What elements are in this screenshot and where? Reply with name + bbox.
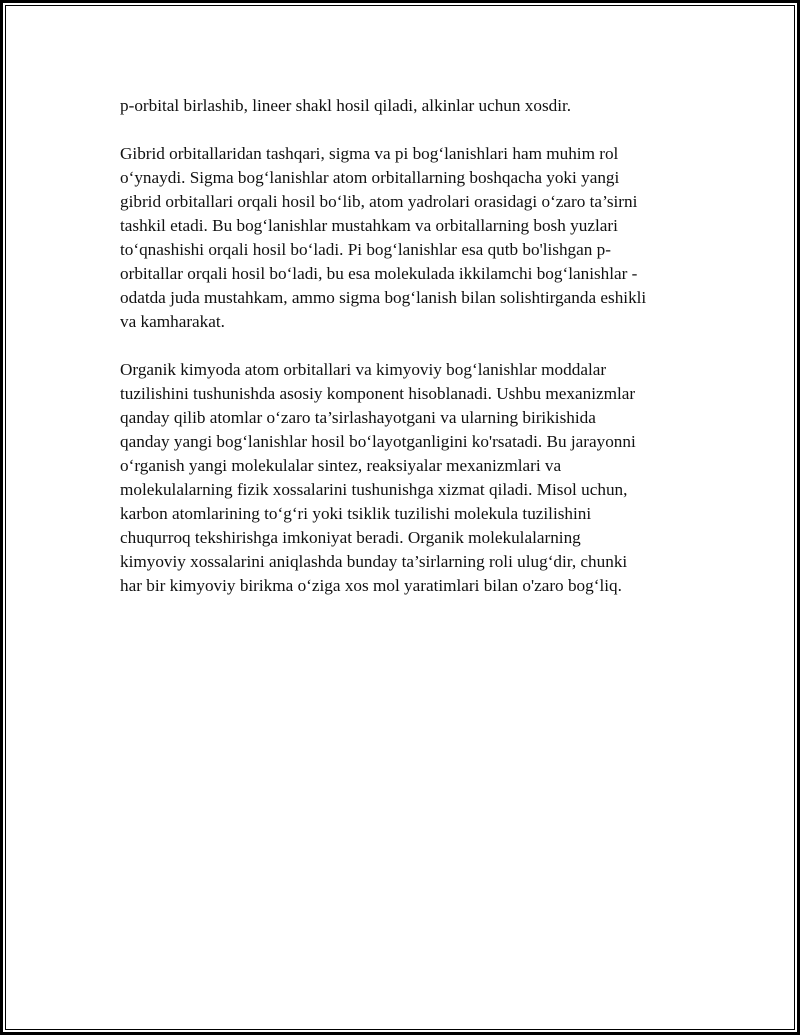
text-line: o‘rganish yangi molekulalar sintez, reaksiyalar mexanizmlari va	[120, 456, 562, 475]
text-line: to‘qnashishi orqali hosil bo‘ladi. Pi bog‘lanishlar esa qutb bo'lishgan p-	[120, 240, 611, 259]
paragraph-3	[120, 358, 695, 598]
text-line: qanday yangi bog‘lanishlar hosil bo‘layotganligini ko'rsatadi. Bu jarayonni	[120, 432, 636, 451]
text-line: Organik kimyoda atom orbitallari va kimyoviy bog‘lanishlar moddalar	[120, 360, 607, 379]
text-line: chuqurroq tekshirishga imkoniyat beradi. Organik molekulalarning	[120, 528, 581, 547]
paragraph-2	[120, 142, 695, 334]
text-line: kimyoviy xossalarini aniqlashda bunday ta’sirlarning roli ulug‘dir, chunki	[120, 552, 628, 571]
document-body	[120, 94, 695, 622]
text-line: karbon atomlarining to‘g‘ri yoki tsiklik tuzilishi molekula tuzilishini	[120, 504, 592, 523]
text-line: qanday qilib atomlar o‘zaro ta’sirlashayotgani va ularning birikishida	[120, 408, 596, 427]
text-line: p-orbital birlashib, lineer shakl hosil qiladi, alkinlar uchun xosdir.	[120, 96, 572, 115]
text-line: gibrid orbitallari orqali hosil bo‘lib, atom yadrolari orasidagi o‘zaro ta’sirni	[120, 192, 638, 211]
text-line: Gibrid orbitallaridan tashqari, sigma va pi bog‘lanishlari ham muhim rol	[120, 144, 619, 163]
text-line: va kamharakat.	[120, 312, 225, 331]
paragraph-1	[120, 94, 695, 118]
text-line: odatda juda mustahkam, ammo sigma bog‘lanish bilan solishtirganda eshikli	[120, 288, 647, 307]
text-line: har bir kimyoviy birikma o‘ziga xos mol yaratimlari bilan o'zaro bog‘liq.	[120, 576, 622, 595]
text-line: molekulalarning fizik xossalarini tushunishga xizmat qiladi. Misol uchun,	[120, 480, 628, 499]
text-line: tashkil etadi. Bu bog‘lanishlar mustahkam va orbitallarning bosh yuzlari	[120, 216, 618, 235]
text-line: o‘ynaydi. Sigma bog‘lanishlar atom orbitallarning boshqacha yoki yangi	[120, 168, 620, 187]
text-line: tuzilishini tushunishda asosiy komponent hisoblanadi. Ushbu mexanizmlar	[120, 384, 636, 403]
text-line: orbitallar orqali hosil bo‘ladi, bu esa molekulada ikkilamchi bog‘lanishlar -	[120, 264, 638, 283]
